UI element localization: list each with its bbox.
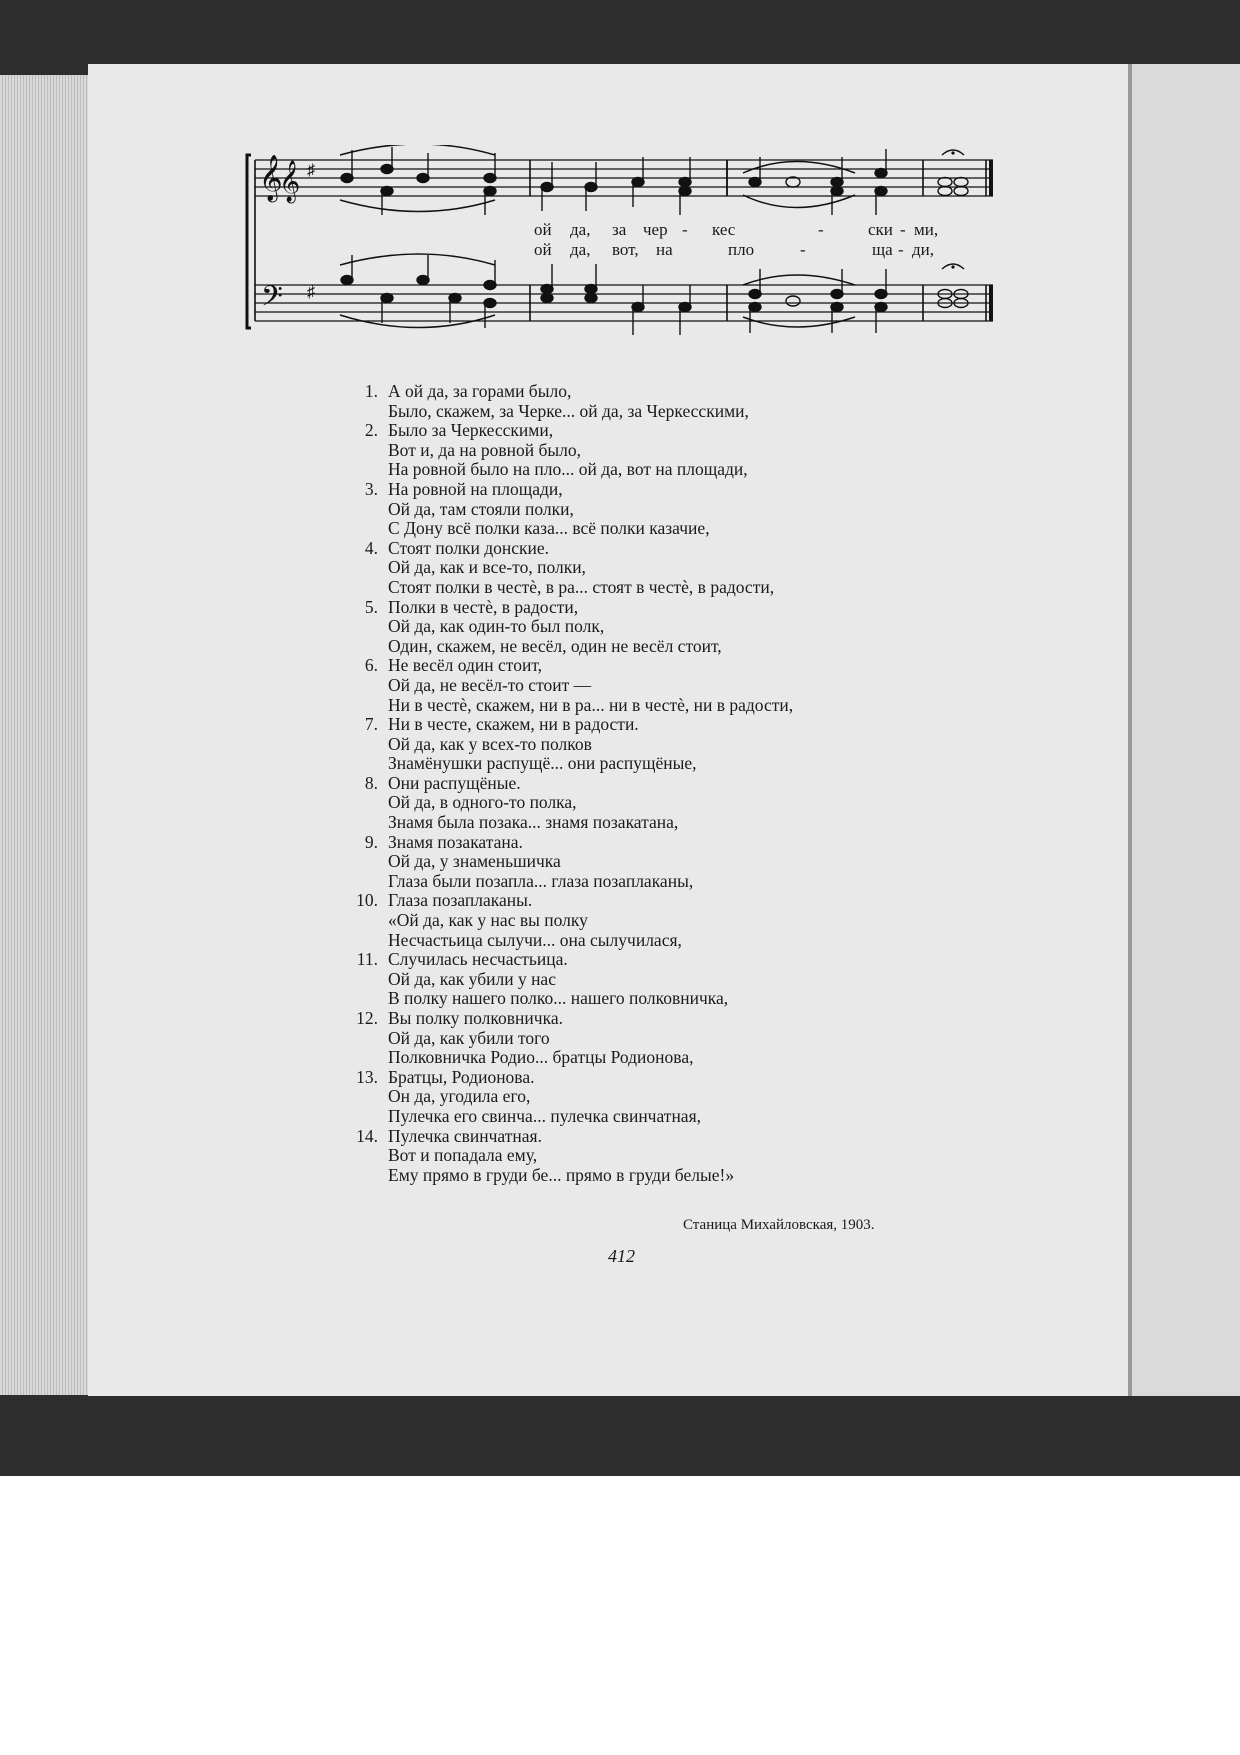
verse-line	[330, 402, 1030, 422]
verse-text: Ой да, в одного-то полка,	[388, 792, 577, 813]
treble-notes	[341, 147, 968, 215]
lyric-syllable: да,	[570, 220, 591, 239]
bass-notes	[341, 255, 968, 335]
verse-line	[330, 1068, 1030, 1088]
verse	[330, 774, 1030, 833]
lyric-syllable: да,	[570, 240, 591, 259]
verse-text: Братцы, Родионова.	[388, 1066, 535, 1087]
verse-line	[330, 852, 1030, 872]
sharp-icon: ♯	[307, 162, 315, 179]
verse-text: Они распущёные.	[388, 772, 521, 793]
verse-line	[330, 382, 1030, 402]
source-attribution: Станица Михайловская, 1903.	[683, 1217, 875, 1233]
verse-number: 1.	[364, 381, 378, 401]
sharp-icon: ♯	[307, 284, 315, 301]
verse	[330, 1009, 1030, 1068]
system-bracket	[247, 155, 251, 328]
lyric-syllable: ща	[872, 240, 893, 259]
lyric-syllable: пло	[728, 240, 755, 259]
verse-line	[330, 813, 1030, 833]
verse-text: Ему прямо в груди бе... прямо в груди белые!»	[388, 1164, 735, 1185]
verse-number: 12.	[356, 1008, 378, 1028]
verse	[330, 891, 1030, 950]
verse-text: Ой да, как у всех-то полков	[388, 733, 592, 754]
verse-line	[330, 970, 1030, 990]
verse-text: Знамёнушки распущё... они распущёные,	[388, 753, 697, 774]
verse-text: В полку нашего полко... нашего полковничка,	[388, 988, 729, 1009]
verse-text: Ой да, как и все-то, полки,	[388, 557, 586, 578]
verse-text: Вы полку полковничка.	[388, 1008, 563, 1028]
lyric-hyphen: -	[898, 240, 904, 259]
verse-line	[330, 539, 1030, 559]
verse-text: Глаза были позапла... глаза позаплаканы,	[388, 870, 694, 891]
verse	[330, 1127, 1030, 1186]
verse	[330, 598, 1030, 657]
verse-line	[330, 598, 1030, 618]
verse-number: 4.	[364, 537, 378, 558]
verse-line	[330, 1146, 1030, 1166]
verse-text: Ой да, у знаменьшичка	[388, 851, 561, 872]
verse-line	[330, 911, 1030, 931]
verse-text: Ой да, как убили того	[388, 1027, 550, 1048]
verse-text: Ой да, не весёл-то стоит —	[388, 674, 592, 695]
verse-number: 7.	[364, 714, 378, 735]
verse-number: 3.	[364, 478, 378, 499]
verse-line	[330, 656, 1030, 676]
verse-line	[330, 1009, 1030, 1029]
verse-line	[330, 1107, 1030, 1127]
verse-line	[330, 421, 1030, 441]
verse-line	[330, 1048, 1030, 1068]
verse-line	[330, 891, 1030, 911]
verse-text: Он да, угодила его,	[388, 1086, 531, 1107]
verse-text: Не весёл один стоит,	[388, 655, 543, 676]
verse-text: На ровной было на пло... ой да, вот на площади,	[388, 459, 748, 480]
bass-slurs	[340, 254, 855, 328]
lyric-syllable: ой	[534, 240, 552, 259]
verse	[330, 950, 1030, 1009]
verse-text: Случилась несчастьица.	[388, 949, 568, 970]
verse-line	[330, 480, 1030, 500]
lyric-syllable: ми,	[914, 220, 939, 239]
verse-line	[330, 441, 1030, 461]
lyric-syllable: за	[612, 220, 627, 239]
book-page-edges	[0, 75, 90, 1395]
verse-line	[330, 1127, 1030, 1147]
verse-line	[330, 989, 1030, 1009]
verse	[330, 480, 1030, 539]
verse-number: 11.	[356, 949, 378, 970]
facing-page-edge	[1128, 64, 1240, 1396]
verse-text: Знамя позакатана.	[388, 831, 523, 852]
verse-line	[330, 1087, 1030, 1107]
page-number: 412	[608, 1246, 635, 1266]
verse-text: На ровной на площади,	[388, 478, 563, 499]
verse-line	[330, 872, 1030, 892]
verse-text: Было за Черкесскими,	[388, 420, 554, 441]
verse	[330, 539, 1030, 598]
verse-text: Вот и попадала ему,	[388, 1145, 538, 1166]
verse-text: Ой да, как один-то был полк,	[388, 616, 605, 637]
verse-line	[330, 519, 1030, 539]
verse-line	[330, 950, 1030, 970]
verse-text: Глаза позаплаканы.	[388, 890, 533, 911]
lyric-hyphen: -	[800, 240, 806, 259]
verse-line	[330, 676, 1030, 696]
verse	[330, 382, 1030, 421]
lyric-syllable: ой	[534, 220, 552, 239]
verse-line	[330, 578, 1030, 598]
verse-line	[330, 617, 1030, 637]
treble-clef-icon: 𝄞	[259, 155, 283, 200]
lyric-syllable: вот,	[612, 240, 639, 259]
lyric-syllable: ди,	[912, 240, 934, 259]
lyric-syllable: на	[656, 240, 673, 259]
verse-text: Знамя была позака... знамя позакатана,	[388, 812, 679, 833]
verse-number: 9.	[364, 831, 378, 852]
verse	[330, 421, 1030, 480]
verse-text: С Дону всё полки каза... всё полки казачие,	[388, 518, 710, 539]
verse-text: Стоят полки донские.	[388, 537, 550, 558]
verse-line	[330, 696, 1030, 716]
verse-text: Один, скажем, не весёл, один не весёл стоит,	[388, 635, 722, 656]
verse-line	[330, 1166, 1030, 1186]
verse-number: 14.	[356, 1125, 378, 1146]
verse-line	[330, 558, 1030, 578]
lyric-syllable: чер	[643, 220, 668, 239]
verse-text: Ой да, там стояли полки,	[388, 498, 574, 519]
lyric-hyphen: -	[900, 220, 906, 239]
verse-line	[330, 500, 1030, 520]
verse-number: 5.	[364, 596, 378, 617]
lyric-syllable: кес	[712, 220, 736, 239]
verse-text: Пулечка свинчатная.	[388, 1125, 542, 1146]
verse-text: Вот и, да на ровной было,	[388, 439, 582, 460]
verse	[330, 656, 1030, 715]
verse-line	[330, 774, 1030, 794]
bass-clef-icon: 𝄢	[261, 282, 283, 319]
verse-number: 8.	[364, 772, 378, 793]
fermata-dot	[951, 265, 954, 268]
verse-text: Ни в честѐ, скажем, ни в ра... ни в честѐ, ни в радости,	[388, 694, 794, 715]
verse-line	[330, 715, 1030, 735]
verse-text: Полки в честѐ, в радости,	[388, 596, 579, 617]
verse	[330, 1068, 1030, 1127]
verse-text: Было, скажем, за Черке... ой да, за Черкесскими,	[388, 400, 749, 421]
verse-line	[330, 931, 1030, 951]
verse-number: 13.	[356, 1066, 378, 1087]
verse	[330, 833, 1030, 892]
lyric-hyphen: -	[818, 220, 824, 239]
verse-text: Пулечка его свинча... пулечка свинчатная,	[388, 1105, 702, 1126]
verse-line	[330, 637, 1030, 657]
verse-text: Ой да, как убили у нас	[388, 968, 556, 989]
fermata-dot	[951, 151, 954, 154]
lyric-hyphen: -	[682, 220, 688, 239]
treble-clef-icon: 𝄞	[279, 161, 301, 201]
verse-line	[330, 460, 1030, 480]
verse-text: «Ой да, как у нас вы полку	[388, 910, 588, 931]
lyric-syllable: ски	[868, 220, 893, 239]
verse-number: 10.	[356, 890, 378, 911]
verse-text: Полковничка Родио... братцы Родионова,	[388, 1047, 694, 1068]
verse-number: 2.	[364, 420, 378, 441]
verse-line	[330, 735, 1030, 755]
verse-line	[330, 793, 1030, 813]
verse-text: Стоят полки в честѐ, в ра... стоят в честѐ, в радости,	[388, 576, 775, 597]
verse-line	[330, 833, 1030, 853]
verse-number: 6.	[364, 655, 378, 676]
verse-line	[330, 754, 1030, 774]
verse-text: Ни в честе, скажем, ни в радости.	[388, 714, 639, 735]
verse-line	[330, 1029, 1030, 1049]
song-verses	[330, 382, 1030, 1185]
verse-text: А ой да, за горами было,	[388, 381, 572, 401]
verse-text: Несчастьица сылучи... она сылучилася,	[388, 929, 682, 950]
verse	[330, 715, 1030, 774]
